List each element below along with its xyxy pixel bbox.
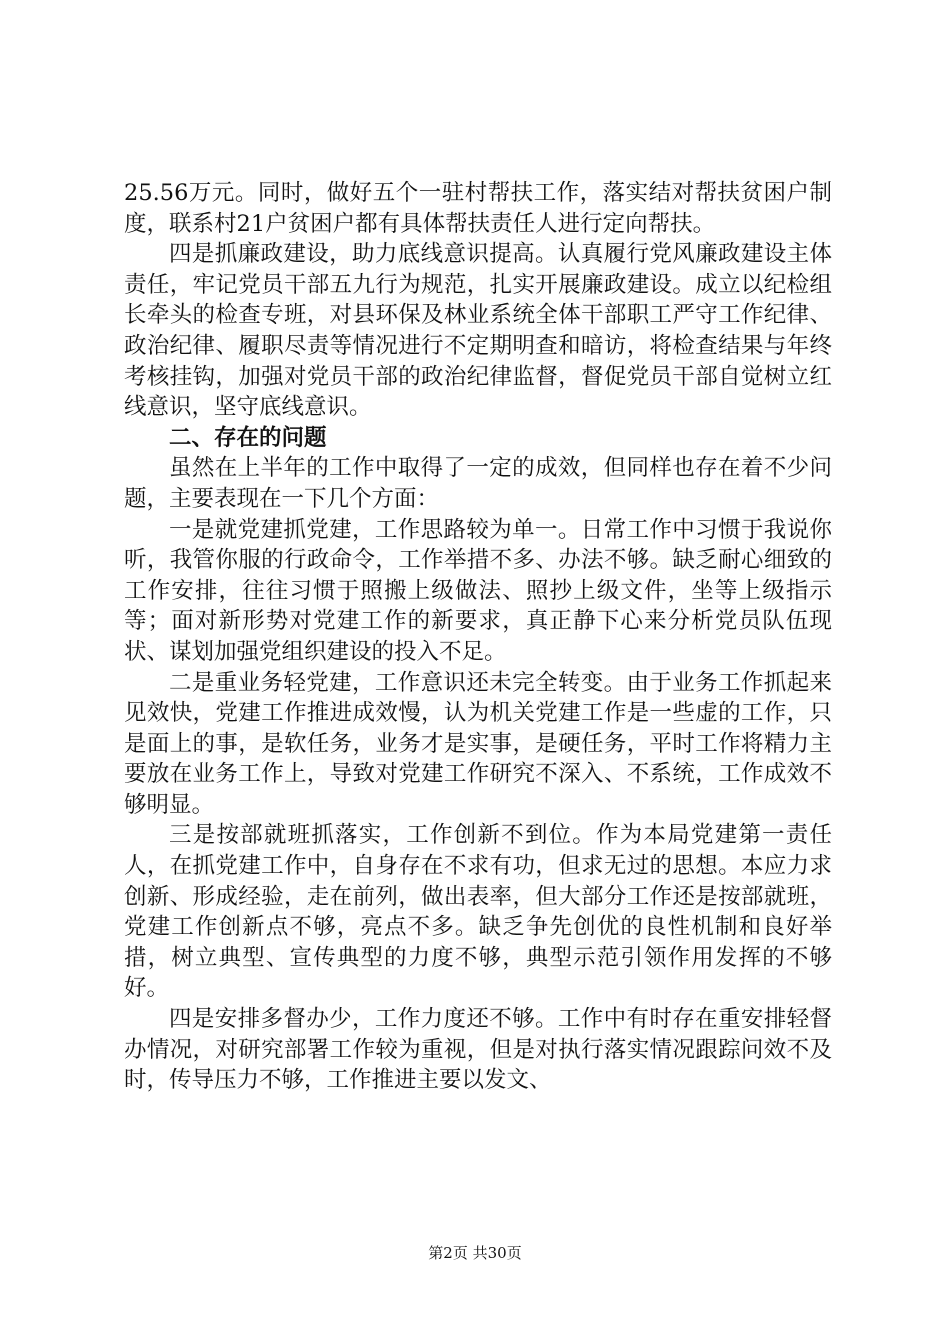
page-footer [0, 1242, 950, 1263]
paragraph-4: 一是就党建抓党建，工作思路较为单一。日常工作中习惯于我说你听，我管你服的行政命令，工作举措不多、办法不够。缺乏耐心细致的工作安排，往往习惯于照搬上级做法、照抄上级文件，坐等上级指示等；面对新形势对党建工作的新要求，真正静下心来分析党员队伍现状、谋划加强党组织建设的投入不足。 [124, 516, 832, 665]
section-heading: 二、存在的问题 [169, 424, 327, 451]
page-number-label: 第2页 共30页 [428, 1244, 522, 1262]
paragraph-7: 四是安排多督办少，工作力度还不够。工作中有时存在重安排轻督办情况，对研究部署工作较为重视，但是对执行落实情况跟踪问效不及时，传导压力不够，工作推进主要以发文、 [124, 1006, 832, 1094]
paragraph-2: 四是抓廉政建设，助力底线意识提高。认真履行党风廉政建设主体责任，牢记党员干部五九行为规范，扎实开展廉政建设。成立以纪检组长牵头的检查专班，对县环保及林业系统全体干部职工严守工作纪律、政治纪律、履职尽责等情况进行不定期明查和暗访，将检查结果与年终考核挂钩，加强对党员干部的政治纪律监督，督促党员干部自觉树立红线意识，坚守底线意识。 [124, 241, 832, 421]
paragraph-6: 三是按部就班抓落实，工作创新不到位。作为本局党建第一责任人，在抓党建工作中，自身存在不求有功，但求无过的思想。本应力求创新、形成经验，走在前列，做出表率，但大部分工作还是按部就班，党建工作创新点不够，亮点不多。缺乏争先创优的良性机制和良好举措，树立典型、宣传典型的力度不够，典型示范引领作用发挥的不够好。 [124, 822, 832, 1002]
document-body [124, 178, 832, 1096]
paragraph-1: 25.56万元。同时，做好五个一驻村帮扶工作，落实结对帮扶贫困户制度，联系村21户贫困户都有具体帮扶责任人进行定向帮扶。 [124, 180, 832, 237]
paragraph-5: 二是重业务轻党建，工作意识还未完全转变。由于业务工作抓起来见效快，党建工作推进成效慢，认为机关党建工作是一些虚的工作，只是面上的事，是软任务，业务才是实事，是硬任务，平时工作将精力主要放在业务工作上，导致对党建工作研究不深入、不系统，工作成效不够明显。 [124, 669, 832, 818]
paragraph-3: 虽然在上半年的工作中取得了一定的成效，但同样也存在着不少问题，主要表现在一下几个方面： [124, 455, 832, 512]
